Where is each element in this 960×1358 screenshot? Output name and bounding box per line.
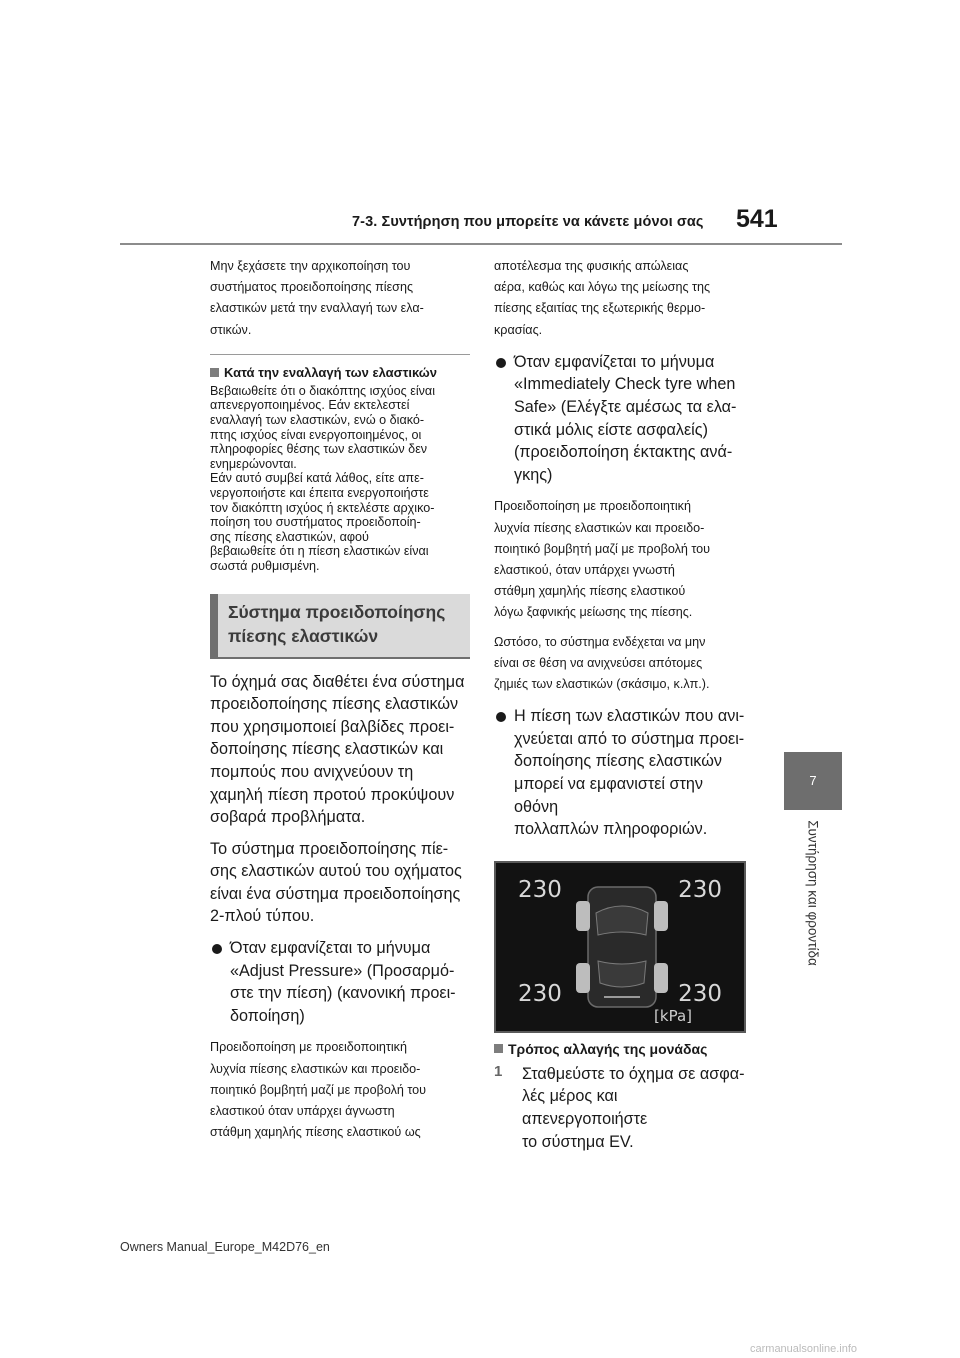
text-line: ελαστικών μετά την εναλλαγή των ελα- xyxy=(210,301,424,316)
step-number: 1 xyxy=(494,1062,503,1080)
text-line: γκης) xyxy=(514,465,553,484)
text-line: χαμηλή πίεση προτού προκύψουν xyxy=(210,785,455,804)
square-bullet-icon xyxy=(210,368,219,377)
text-line: πληροφορίες θέσης των ελαστικών δεν xyxy=(210,442,428,457)
text-line: «Adjust Pressure» (Προσαρμό- xyxy=(230,961,455,980)
text-line: αποτέλεσμα της φυσικής απώλειας xyxy=(494,259,689,273)
text-line: στικών. xyxy=(210,322,252,337)
text-line: (προειδοποίηση έκτακτης ανά- xyxy=(514,443,733,462)
paragraph-system-description xyxy=(210,671,470,829)
text-line: Το όχημά σας διαθέτει ένα σύστημα xyxy=(210,672,465,691)
text-line: ποιητικό βομβητή μαζί με προβολή του xyxy=(210,1082,427,1097)
bullet-immediately-check-body xyxy=(494,496,746,623)
left-column xyxy=(210,256,470,1143)
text-line: σωστά ρυθμισμένη. xyxy=(210,558,320,573)
text-line: είναι ένα σύστημα προειδοποίησης xyxy=(210,884,461,903)
text-line: στικά μόλις είστε ασφαλείς) xyxy=(514,420,708,439)
text-line: στε την πίεση) (κανονική προει- xyxy=(230,984,456,1003)
bullet-immediately-check xyxy=(494,351,746,487)
text-line: αέρα, καθώς και λόγω της μείωσης της xyxy=(494,280,711,295)
text-line: τον διακόπτη ισχύος ή εκτελέστε αρχικο- xyxy=(210,500,435,515)
text-line: στάθμη χαμηλής πίεσης ελαστικού xyxy=(494,584,686,599)
pressure-unit-label: [kPa] xyxy=(654,1006,692,1025)
section-title-line: πίεσης ελαστικών xyxy=(228,625,379,646)
bullet-pressure-display xyxy=(494,705,746,841)
tire-pressure-display-illustration xyxy=(494,861,746,1033)
note-paragraph xyxy=(494,632,746,696)
text-line: βεβαιωθείτε ότι η πίεση ελαστικών είναι xyxy=(210,544,429,559)
text-line: Εάν αυτό συμβεί κατά λάθος, είτε απε- xyxy=(210,471,424,486)
subsection-body xyxy=(210,384,470,574)
text-line: το σύστημα EV. xyxy=(522,1132,634,1151)
text-line: νεργοποιήστε και έπειτα ενεργοποιήστε xyxy=(210,485,429,500)
subsection-title: Κατά την εναλλαγή των ελαστικών xyxy=(224,364,438,380)
text-line: σοβαρά προβλήματα. xyxy=(210,808,366,827)
continued-paragraph xyxy=(494,256,746,341)
text-line: σης πίεσης ελαστικών, αφού xyxy=(210,529,369,544)
text-line: λόγω ξαφνικής μείωσης της πίεσης. xyxy=(494,605,693,620)
text-line: Προειδοποίηση με προειδοποιητική xyxy=(210,1040,407,1055)
bullet-dot-icon xyxy=(496,712,506,722)
intro-paragraph xyxy=(210,256,470,341)
chapter-title-vertical: Συντήρηση και φροντίδα xyxy=(805,820,821,966)
rear-right-pressure: 230 xyxy=(678,980,722,1007)
text-line: Όταν εμφανίζεται το μήνυμα xyxy=(230,939,431,958)
text-line: Βεβαιωθείτε ότι ο διακόπτης ισχύος είναι xyxy=(210,383,435,398)
text-line: λές μέρος και απενεργοποιήστε xyxy=(522,1087,648,1128)
text-line: πολλαπλών πληροφοριών. xyxy=(514,820,708,839)
text-line: δοποίησης πίεσης ελαστικών και xyxy=(210,740,444,759)
front-left-pressure: 230 xyxy=(518,876,562,903)
text-line: που χρησιμοποιεί βαλβίδες προει- xyxy=(210,717,455,736)
text-line: Η πίεση των ελαστικών που ανι- xyxy=(514,707,745,726)
square-bullet-icon xyxy=(494,1044,503,1053)
text-line: Σταθμεύστε το όχημα σε ασφα- xyxy=(522,1064,745,1083)
text-line: σης ελαστικών αυτού του οχήματος xyxy=(210,862,462,881)
car-top-view-icon xyxy=(574,883,670,1011)
unit-change-heading xyxy=(494,1041,746,1057)
bullet-dot-icon xyxy=(212,944,222,954)
text-line: προειδοποίησης πίεσης ελαστικών xyxy=(210,695,459,714)
text-line: κρασίας. xyxy=(494,322,543,337)
text-line: χνεύεται από το σύστημα προει- xyxy=(514,729,745,748)
running-header: 7-3. Συντήρηση που μπορείτε να κάνετε μόνοι σας xyxy=(352,214,704,230)
text-line: «Immediately Check tyre when xyxy=(514,375,736,394)
text-line: εναλλαγή των ελαστικών, ενώ ο διακό- xyxy=(210,413,425,427)
section-heading-box xyxy=(210,594,470,659)
text-line: 2-πλού τύπου. xyxy=(210,907,315,926)
footer-document-id: Owners Manual_Europe_M42D76_en xyxy=(120,1240,330,1254)
header-divider xyxy=(120,243,842,245)
text-line: Safe» (Ελέγξτε αμέσως τα ελα- xyxy=(514,398,737,416)
text-line: Προειδοποίηση με προειδοποιητική xyxy=(494,499,691,514)
front-right-pressure: 230 xyxy=(678,876,722,903)
text-line: ελαστικού, όταν υπάρχει γνωστή xyxy=(494,562,675,577)
chapter-number-tab: 7 xyxy=(784,752,842,810)
text-line: Ωστόσο, το σύστημα ενδέχεται να μην xyxy=(494,634,706,649)
divider xyxy=(210,354,470,355)
watermark: carmanualsonline.info xyxy=(750,1343,858,1355)
text-line: στάθμη χαμηλής πίεσης ελαστικού ως xyxy=(210,1125,421,1140)
text-line: συστήματος προειδοποίησης πίεσης xyxy=(210,280,414,295)
text-line: λυχνία πίεσης ελαστικών και προειδο- xyxy=(494,520,705,535)
text-line: ποιητικό βομβητή μαζί με προβολή του xyxy=(494,541,711,556)
text-line: δοποίησης πίεσης ελαστικών xyxy=(514,752,722,771)
text-line: ενημερώνονται. xyxy=(210,456,297,471)
text-line: ποίηση του συστήματος προειδοποίη- xyxy=(210,515,421,530)
text-line: Όταν εμφανίζεται το μήνυμα xyxy=(514,352,715,371)
unit-change-title: Τρόπος αλλαγής της μονάδας xyxy=(508,1040,708,1057)
step-1 xyxy=(494,1063,746,1153)
text-line: λυχνία πίεσης ελαστικών και προειδο- xyxy=(210,1061,421,1076)
text-line: είναι σε θέση να ανιχνεύσει απότομες xyxy=(494,655,703,670)
page-number: 541 xyxy=(736,205,778,233)
text-line: πομπούς που ανιχνεύουν τη xyxy=(210,762,414,781)
text-line: πτης ισχύος είναι ενεργοποιημένος, οι xyxy=(210,427,422,442)
text-line: Μην ξεχάσετε την αρχικοποίηση του xyxy=(210,259,411,273)
text-line: Το σύστημα προειδοποίησης πίε- xyxy=(210,839,449,858)
rear-left-pressure: 230 xyxy=(518,980,562,1007)
text-line: απενεργοποιημένος. Εάν εκτελεστεί xyxy=(210,398,410,413)
text-line: μπορεί να εμφανιστεί στην οθόνη xyxy=(514,774,704,816)
bullet-dot-icon xyxy=(496,358,506,368)
bullet-adjust-pressure xyxy=(210,937,470,1027)
text-line: ελαστικού όταν υπάρχει άγνωστη xyxy=(210,1104,395,1119)
paragraph-system-type xyxy=(210,838,470,928)
section-title-line: Σύστημα προειδοποίησης xyxy=(228,601,446,622)
right-column xyxy=(494,256,746,1153)
subsection-heading xyxy=(210,365,470,380)
text-line: πίεσης εξαιτίας της εξωτερικής θερμο- xyxy=(494,301,706,316)
bullet-adjust-pressure-body xyxy=(210,1037,470,1143)
text-line: ζημιές των ελαστικών (σκάσιμο, κ.λπ.). xyxy=(494,677,710,691)
text-line: δοποίηση) xyxy=(230,1006,305,1025)
